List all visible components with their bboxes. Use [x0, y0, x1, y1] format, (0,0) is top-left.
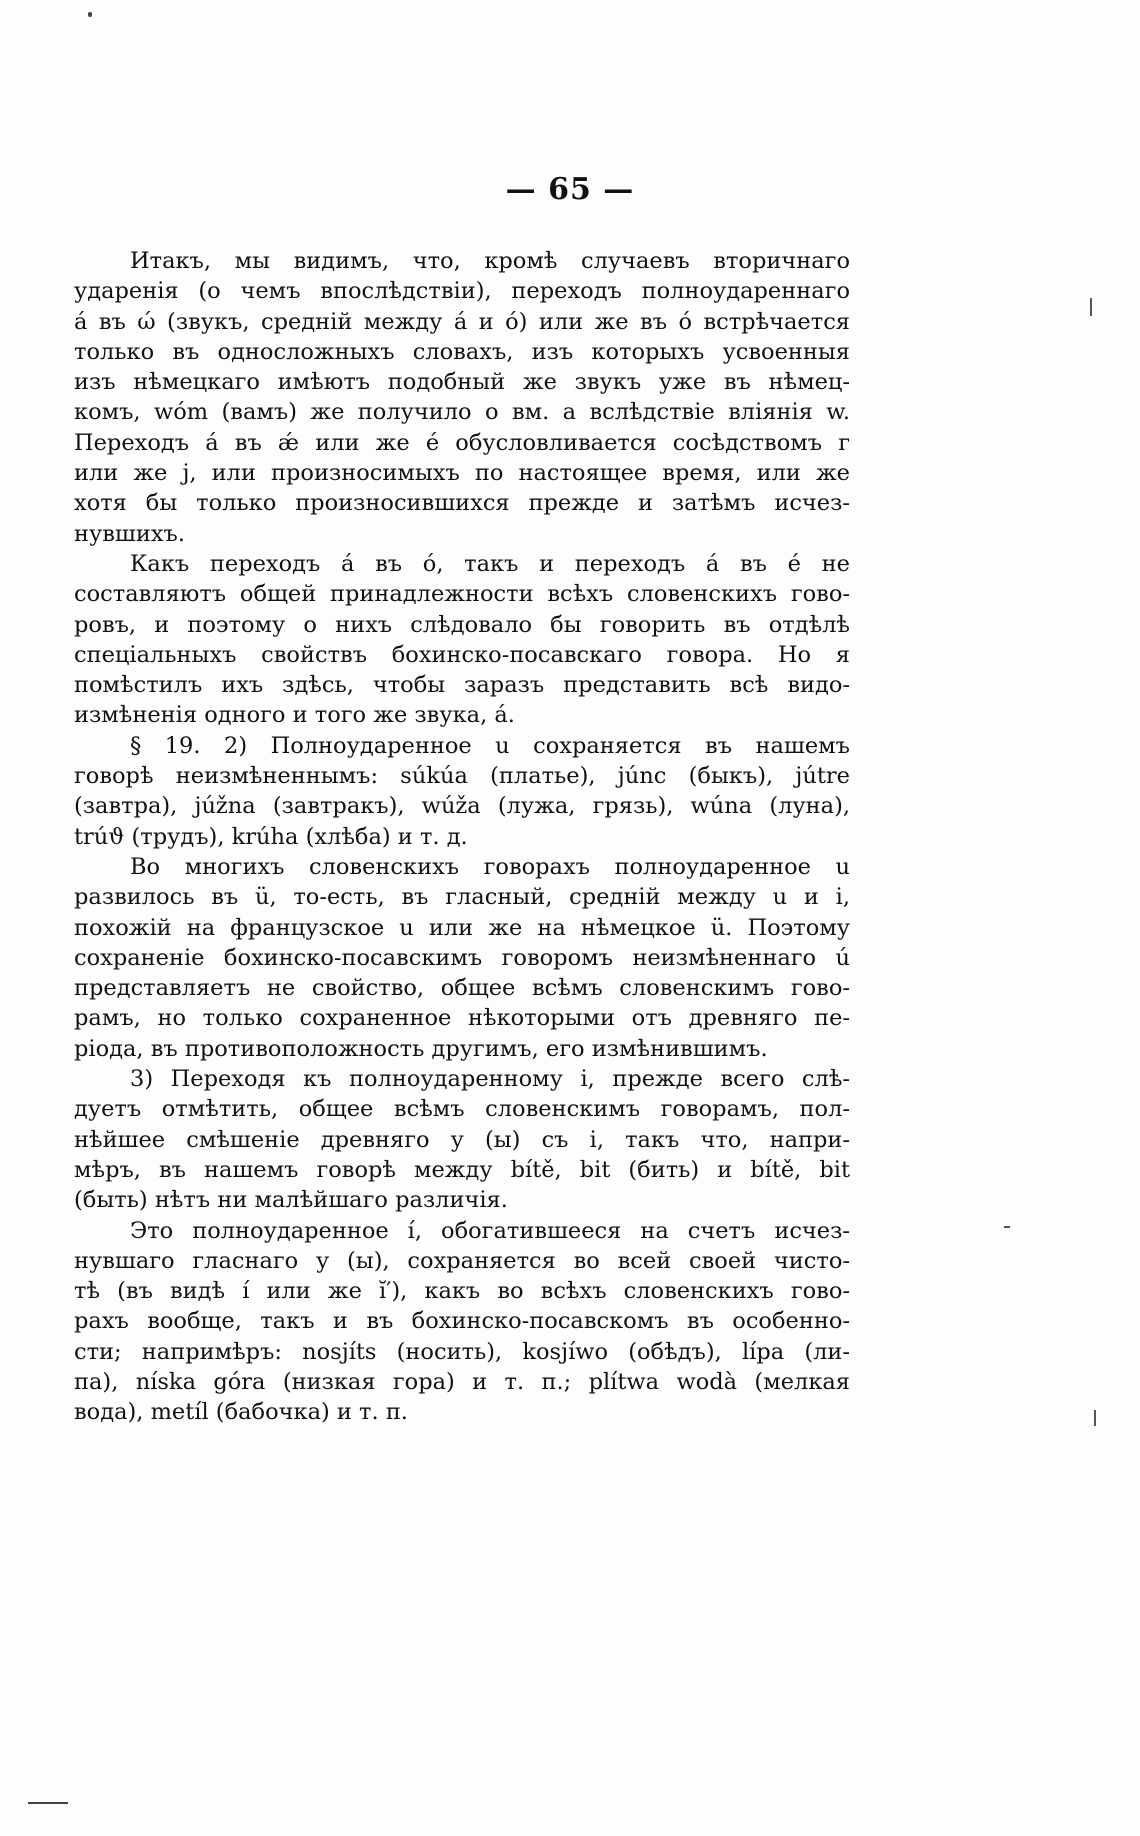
- text-line: Переходъ á въ ǽ или же é обусловливается сосѣдствомъ г: [74, 429, 850, 456]
- text-line: тѣ (въ видѣ í или же ı̆′), какъ во всѣхъ словенскихъ гово-: [74, 1278, 850, 1305]
- text-line: ріода, въ противоположность другимъ, его измѣнившимъ.: [74, 1035, 768, 1062]
- text-line: или же j, или произносимыхъ по настоящее время, или же: [74, 460, 850, 487]
- paragraph-1: [74, 246, 850, 549]
- text-line: нѣйшее смѣшеніе древняго у (ы) съ i, такъ что, напри-: [74, 1126, 850, 1153]
- text-line: вода), metíl (бабочка) и т. п.: [74, 1399, 408, 1426]
- body-text: [74, 246, 850, 1428]
- text-line: § 19. 2) Полноударенное u сохраняется въ нашемъ: [130, 732, 850, 759]
- paragraph-5: [74, 1064, 850, 1215]
- text-line: составляютъ общей принадлежности всѣхъ словенскихъ гово-: [74, 581, 850, 608]
- text-line: мѣръ, въ нашемъ говорѣ между bítě, bit (бить) и bítě, bit: [74, 1156, 850, 1183]
- text-line: Это полноударенное í, обогатившееся на счетъ исчез-: [130, 1217, 850, 1244]
- scan-speck: [88, 12, 92, 17]
- text-line: Во многихъ словенскихъ говорахъ полноударенное u: [130, 853, 850, 880]
- text-line: Итакъ, мы видимъ, что, кромѣ случаевъ вторичнаго: [130, 248, 850, 274]
- text-line: говорѣ неизмѣненнымъ: súkúa (платье), júnc (быкъ), jútre: [74, 763, 850, 790]
- text-line: 3) Переходя къ полноударенному i, прежде всего слѣ-: [130, 1066, 850, 1093]
- text-line: спеціальныхъ свойствъ бохинско-посавскаго говора. Но я: [74, 641, 850, 668]
- text-line: изъ нѣмецкаго имѣютъ подобный же звукъ уже въ нѣмец-: [74, 369, 850, 396]
- paragraph-4: [74, 852, 850, 1064]
- text-line: дуетъ отмѣтить, общее всѣмъ словенскимъ говорамъ, пол-: [74, 1096, 850, 1123]
- text-line: помѣстилъ ихъ здѣсь, чтобы заразъ представить всѣ видо-: [74, 672, 850, 699]
- text-line: нувшихъ.: [74, 520, 185, 547]
- scan-speck: [1090, 298, 1092, 316]
- paragraph-6: [74, 1216, 850, 1428]
- scan-speck: [1004, 1226, 1010, 1228]
- text-line: ударенія (о чемъ впослѣдствіи), переходъ полноудареннаго: [74, 278, 850, 305]
- scan-speck: [28, 1802, 68, 1804]
- text-line: развилось въ ü, то-есть, въ гласный, средній между u и i,: [74, 884, 850, 911]
- text-line: только въ односложныхъ словахъ, изъ которыхъ усвоенныя: [74, 338, 850, 365]
- paragraph-2: [74, 549, 850, 731]
- text-line: сохраненіе бохинско-посавскимъ говоромъ неизмѣненнаго ú: [74, 944, 850, 971]
- text-line: á въ ώ (звукъ, средній между á и ó) или же въ ó встрѣчается: [74, 308, 850, 335]
- paragraph-3-section-19: [74, 731, 850, 852]
- text-line: trúϑ (трудъ), krúha (хлѣба) и т. д.: [74, 823, 468, 850]
- text-line: (завтра), júžna (завтракъ), wúža (лужа, грязь), wúna (луна),: [74, 793, 850, 820]
- text-line: похожій на французское u или же на нѣмецкое ü. Поэтому: [74, 914, 850, 941]
- text-line: представляетъ не свойство, общее всѣмъ словенскимъ гово-: [74, 975, 850, 1002]
- text-line: измѣненія одного и того же звука, á.: [74, 702, 515, 729]
- text-line: комъ, wóm (вамъ) же получило о вм. а вслѣдствіе вліянія w.: [74, 399, 850, 426]
- text-line: сти; напримѣръ: nosjíts (носить), kosjíwo (обѣдъ), lípa (ли-: [74, 1338, 850, 1365]
- text-line: рахъ вообще, такъ и въ бохинско-посавскомъ въ особенно-: [74, 1308, 850, 1335]
- text-line: нувшаго гласнаго у (ы), сохраняется во всей своей чисто-: [74, 1247, 850, 1274]
- text-line: хотя бы только произносившихся прежде и затѣмъ исчез-: [74, 490, 850, 517]
- scan-speck: [1094, 1410, 1096, 1426]
- text-line: рамъ, но только сохраненное нѣкоторыми отъ древняго пе-: [74, 1005, 850, 1032]
- page-number: — 65 —: [505, 172, 635, 207]
- text-line: (быть) нѣтъ ни малѣйшаго различія.: [74, 1187, 508, 1214]
- text-line: па), níska góra (низкая гора) и т. п.; plítwa wodà (мелкая: [74, 1368, 850, 1395]
- text-line: ровъ, и поэтому о нихъ слѣдовало бы говорить въ отдѣлѣ: [74, 611, 850, 638]
- text-line: Какъ переходъ á въ ó, такъ и переходъ á въ é не: [130, 550, 850, 577]
